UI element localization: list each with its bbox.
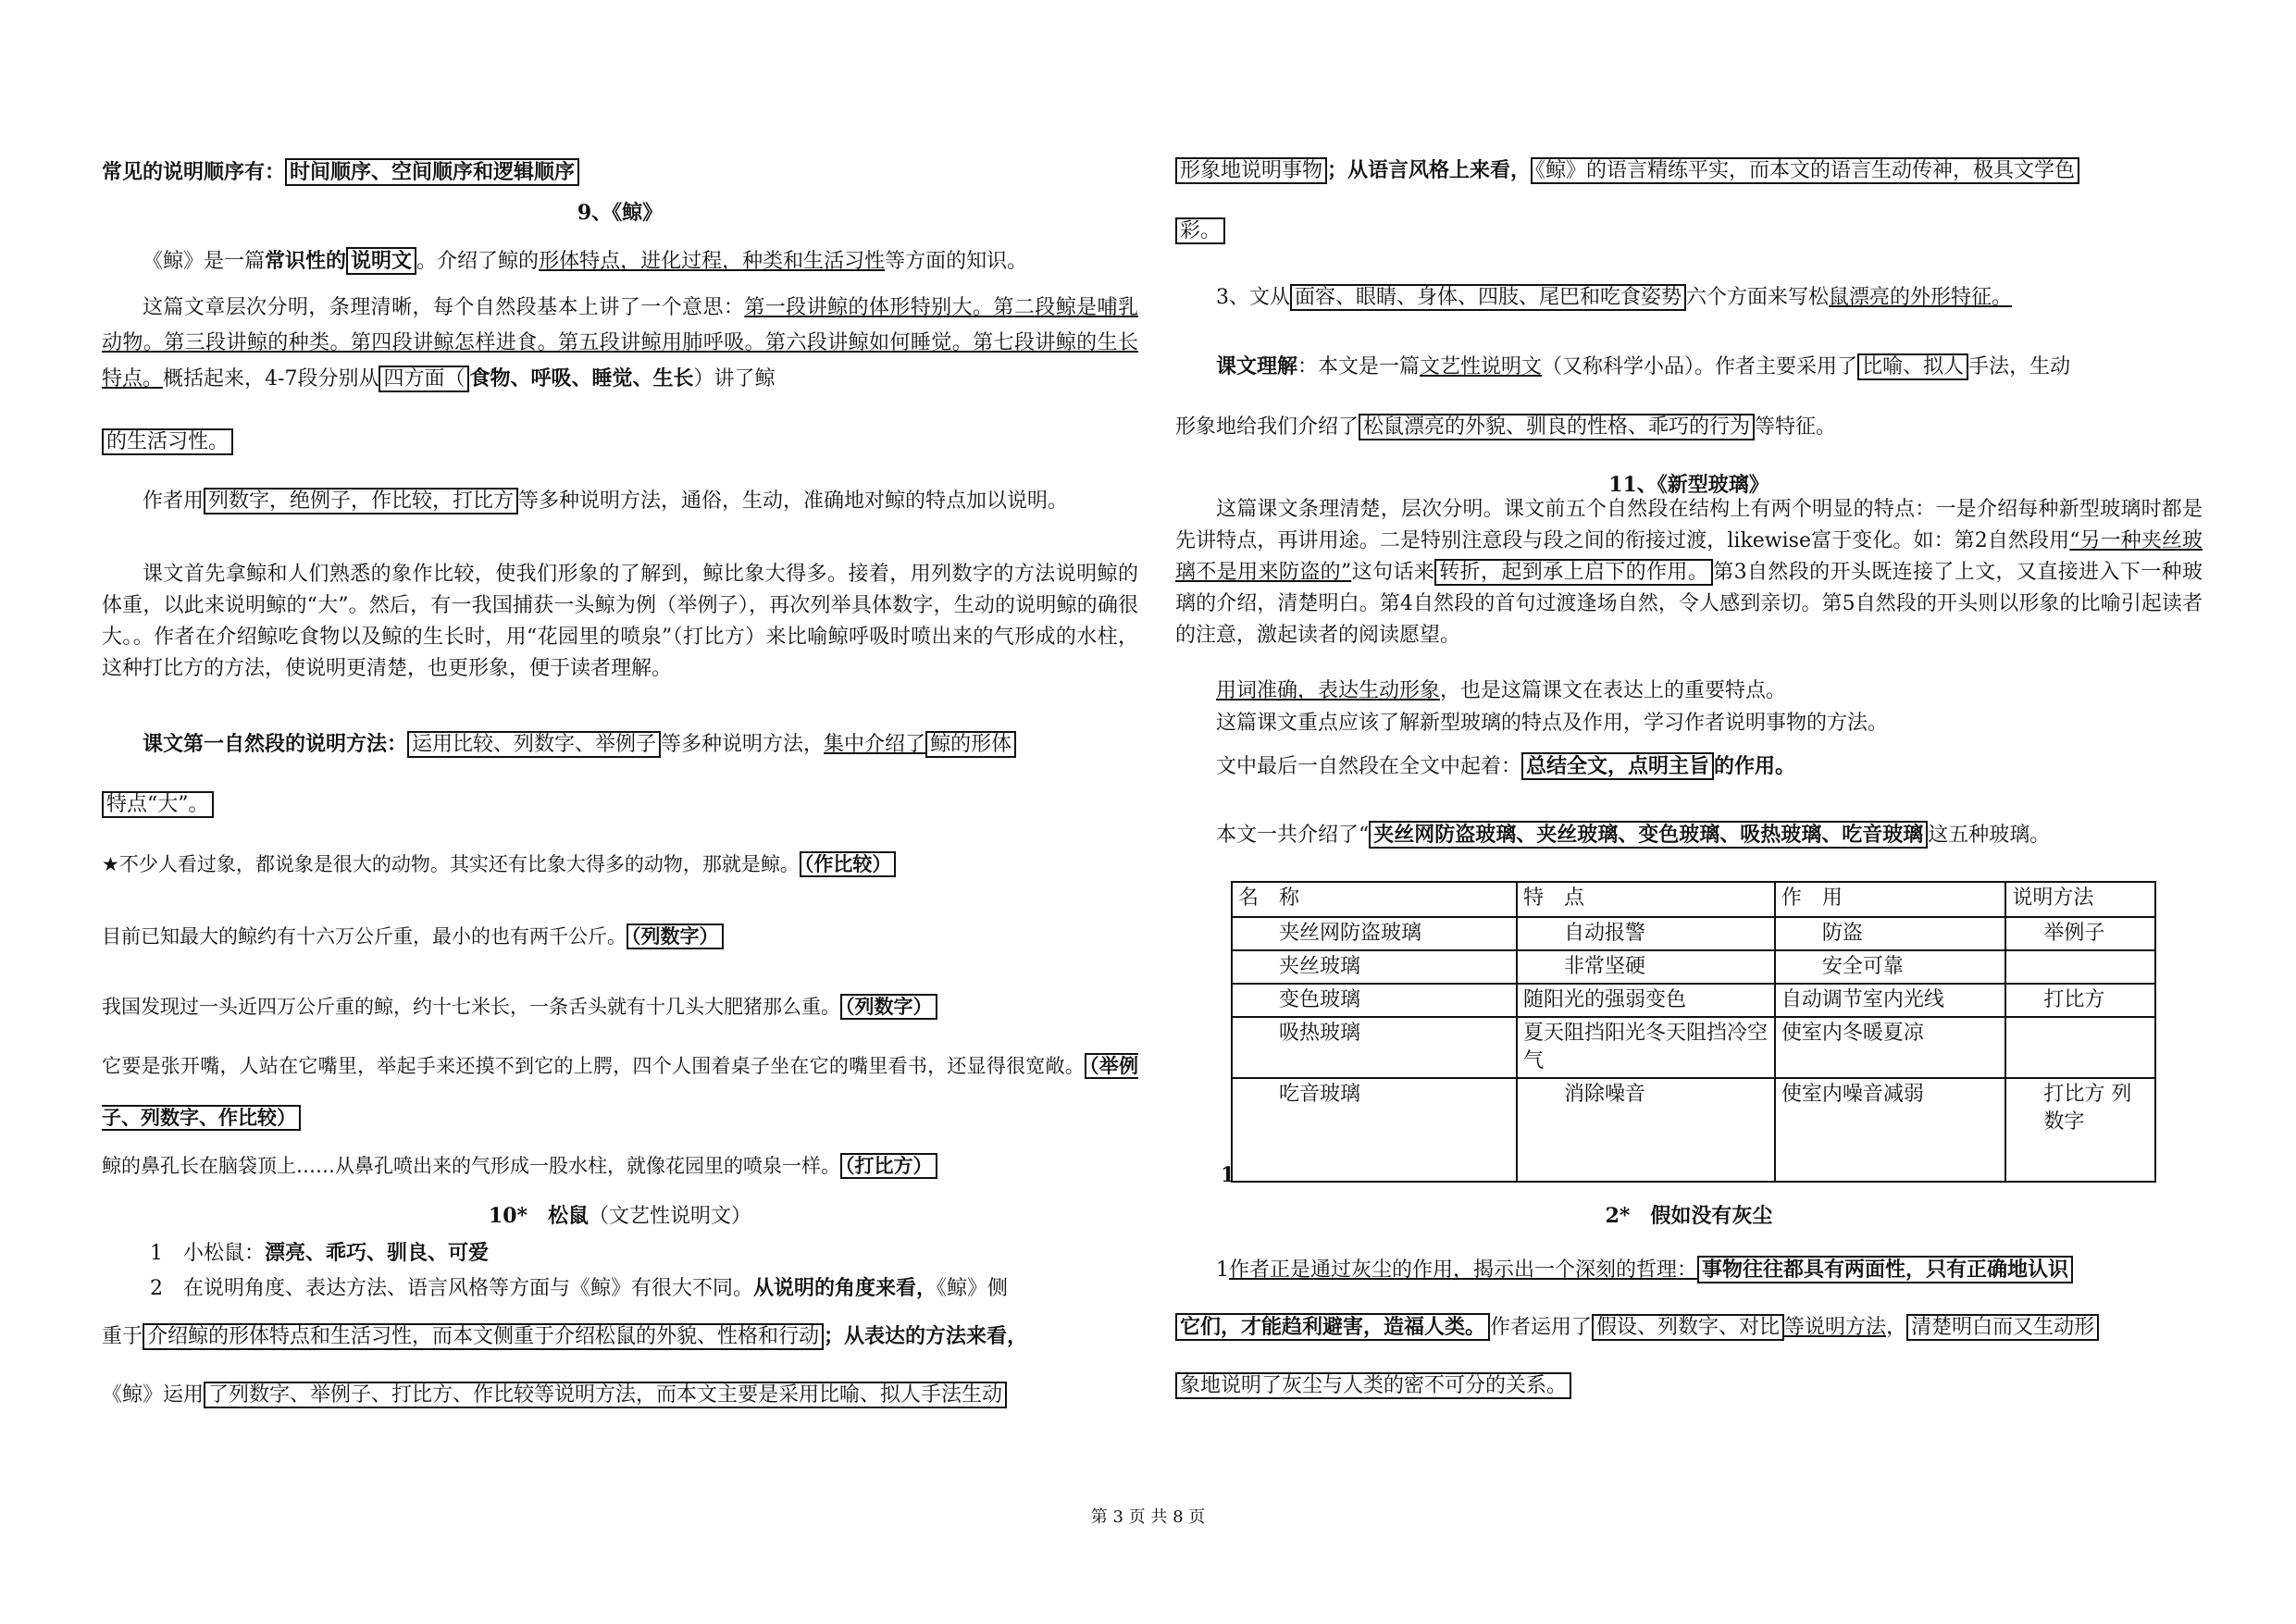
table-cell: 打比方 [2005, 984, 2155, 1017]
orders-line [102, 155, 1138, 190]
orders-label: 常见的说明顺序有： [102, 160, 286, 184]
table-header: 特 点 [1517, 882, 1775, 917]
table-cell: 消除噪音 [1517, 1078, 1775, 1182]
s10-line-1: 1 小松鼠：漂亮、乖巧、驯良、可爱 [150, 1241, 490, 1265]
s9-para-5: 课文第一自然段的说明方法： 运用比较、列数字、举例子 等多种说明方法，集中介绍了 鲸的形体 [102, 727, 1138, 762]
s11-para-4: 文中最后一自然段在全文中起着： 总结全文，点明主旨 的作用。 [1216, 754, 1796, 778]
s9-para-2: 这篇文章层次分明，条理清晰，每个自然段基本上讲了一个意思：第一段讲鲸的体形特别大。第二段鲸是哺乳动物。第三段讲鲸的种类。第四段讲鲸怎样进食。第五段讲鲸用肺呼吸。第六段讲鲸如何睡觉。第七段讲鲸的生长特点。概括起来，4-7段分别从 四方面（ 食物、呼吸、睡觉、生长）讲了鲸 [102, 296, 1138, 391]
s10-line-4: 《鲸》运用 了列数字、举例子、打比方、作比较等说明方法，而本文主要是采用比喻、拟人手法生动 [102, 1379, 1138, 1412]
stray-number: 1 [1221, 1163, 1235, 1187]
table-row [1232, 917, 2155, 950]
table-cell [2005, 1017, 2155, 1078]
s2-line-3: 象地说明了灰尘与人类的密不可分的关系。 [1175, 1370, 2203, 1403]
table-cell: 自动调节室内光线 [1775, 984, 2006, 1017]
example-5: 鲸的鼻孔长在脑袋顶上……从鼻孔喷出来的气形成一股水柱，就像花园里的喷泉一样。 （打比方） [102, 1149, 1138, 1183]
r-line-5: 形象地给我们介绍了 松鼠漂亮的外貌、驯良的性格、乖巧的行为 等特征。 [1175, 415, 1837, 439]
table-cell: 防盗 [1775, 917, 2006, 950]
table-header: 作 用 [1775, 882, 2006, 917]
r-line-2: 彩。 [1175, 215, 2203, 248]
table-cell: 夹丝玻璃 [1232, 950, 1517, 984]
table-cell: 举例子 [2005, 917, 2155, 950]
table-row [1232, 1078, 2155, 1182]
table-header: 名 称 [1232, 882, 1517, 917]
table-cell: 吸热玻璃 [1232, 1017, 1517, 1078]
s9-para-5-end: 特点“大”。 [102, 788, 1138, 822]
s10-line-2: 2 在说明角度、表达方法、语言风格等方面与《鲸》有很大不同。从说明的角度来看，《鲸》侧 [150, 1276, 1009, 1300]
table-cell: 吃音玻璃 [1232, 1078, 1517, 1182]
r-line-4: 课文理解：本文是一篇文艺性说明文（又称科学小品）。作者主要采用了 比喻、拟人 手法，生动 [1216, 354, 2071, 378]
s9-para-2-end: 的生活习性。 [102, 426, 1138, 459]
table-cell: 安全可靠 [1775, 950, 2006, 984]
s10-line-3: 重于 介绍鲸的形体特点和生活习性，而本文侧重于介绍松鼠的外貌、性格和行动 ；从表达的方法来看， [102, 1324, 1028, 1348]
section-10-title: 10* 松鼠（文艺性说明文） [488, 1204, 752, 1228]
table-cell: 夏天阻挡阳光冬天阻挡冷空气 [1517, 1017, 1775, 1078]
example-3: 我国发现过一头近四万公斤重的鲸，约十七米长，一条舌头就有十几头大肥猪那么重。 （列数字） [102, 990, 1138, 1023]
s9-para-1: 《鲸》是一篇常识性的 说明文 。介绍了鲸的形体特点，进化过程，种类和生活习性等方面的知识。 [143, 249, 1028, 273]
r-line-3: 3、文从 面容、眼睛、身体、四肢、尾巴和吃食姿势 六个方面来写松鼠漂亮的外形特征。 [1216, 286, 2013, 309]
table-cell: 非常坚硬 [1517, 950, 1775, 984]
table-cell: 变色玻璃 [1232, 984, 1517, 1017]
s2-line-1: 1作者正是通过灰尘的作用，揭示出一个深刻的哲理： 事物往往都具有两面性，只有正确地认识 [1175, 1253, 2203, 1287]
table-row [1232, 1017, 2155, 1078]
table-header: 说明方法 [2005, 882, 2155, 917]
s11-para-2: 用词准确，表达生动形象，也是这篇课文在表达上的重要特点。 [1216, 679, 1787, 702]
table-row [1232, 950, 2155, 984]
r-line-1: 形象地说明事物 ；从语言风格上来看， 《鲸》的语言精练平实，而本文的语言生动传神，极具文学色 [1175, 154, 2203, 188]
table-row [1232, 984, 2155, 1017]
table-cell: 使室内噪音减弱 [1775, 1078, 2006, 1182]
table-cell [2005, 950, 2155, 984]
table-cell: 随阳光的强弱变色 [1517, 984, 1775, 1017]
s11-para-1: 这篇课文条理清楚，层次分明。课文前五个自然段在结构上有两个明显的特点：一是介绍每种新型玻璃时都是先讲特点，再讲用途。二是特别注意段与段之间的衔接过渡，likewise富于变化。如：第2自然段用“另一种夹丝玻璃不是用来防盗的”这句话来 转折，起到承上启下的作用。 第3自然段的开头既连接了上文，又直接进入下一种玻璃的介绍，清楚明白。第4自然段的首句过渡逢场自然，令人感到亲切。第5自然段的开头则以形象的比喻引起读者的注意，激起读者的阅读愿望。 [1175, 498, 2203, 647]
table-cell: 打比方 列数字 [2005, 1078, 2155, 1182]
section-2-title: 2* 假如没有灰尘 [1605, 1204, 1773, 1228]
example-4: 它要是张开嘴，人站在它嘴里，举起手来还摸不到它的上腭，四个人围着桌子坐在它的嘴里看书，还显得很宽敞。 （举例子、列数字、作比较） [102, 1055, 1138, 1129]
page-footer: 第 3 页 共 8 页 [1090, 1507, 1206, 1527]
table-cell: 自动报警 [1517, 917, 1775, 950]
example-1: ★不少人看过象，都说象是很大的动物。其实还有比象大得多的动物，那就是鲸。 （作比较） [102, 848, 1138, 881]
s9-para-3: 作者用 列数字，绝例子，作比较，打比方 等多种说明方法，通俗，生动，准确地对鲸的特点加以说明。 [143, 490, 1069, 513]
table-cell: 使室内冬暖夏凉 [1775, 1017, 2006, 1078]
s9-para-4: 课文首先拿鲸和人们熟悉的象作比较，使我们形象的了解到，鲸比象大得多。接着，用列数字的方法说明鲸的体重，以此来说明鲸的“大”。然后，有一我国捕获一头鲸为例（举例子），再次列举具体数字，生动的说明鲸的确很大。。作者在介绍鲸吃食物以及鲸的生长时，用“花园里的喷泉”（打比方）来比喻鲸呼吸时喷出来的气形成的水柱，这种打比方的方法，使说明更清楚，也更形象，便于读者理解。 [102, 563, 1138, 680]
s2-line-2: 它们，才能趋利避害，造福人类。 作者运用了 假设、列数字、对比 等说明方法， 清楚明白而又生动形 [1175, 1310, 2203, 1345]
s11-para-3: 这篇课文重点应该了解新型玻璃的特点及作用，学习作者说明事物的方法。 [1216, 712, 1889, 735]
table-cell: 夹丝网防盗玻璃 [1232, 917, 1517, 950]
glass-table [1231, 881, 2156, 1183]
s11-para-5: 本文一共介绍了“ 夹丝网防盗玻璃、夹丝玻璃、变色玻璃、吸热玻璃、吃音玻璃 这五种玻璃。 [1216, 823, 2051, 847]
section-11-title: 11、《新型玻璃》 [1608, 473, 1769, 497]
section-9-title: 9、《鲸》 [577, 201, 664, 225]
example-2: 目前已知最大的鲸约有十六万公斤重，最小的也有两千公斤。 （列数字） [102, 920, 1138, 953]
orders-value: 时间顺序、空间顺序和逻辑顺序 [285, 158, 579, 186]
table-header-row [1232, 882, 2155, 917]
